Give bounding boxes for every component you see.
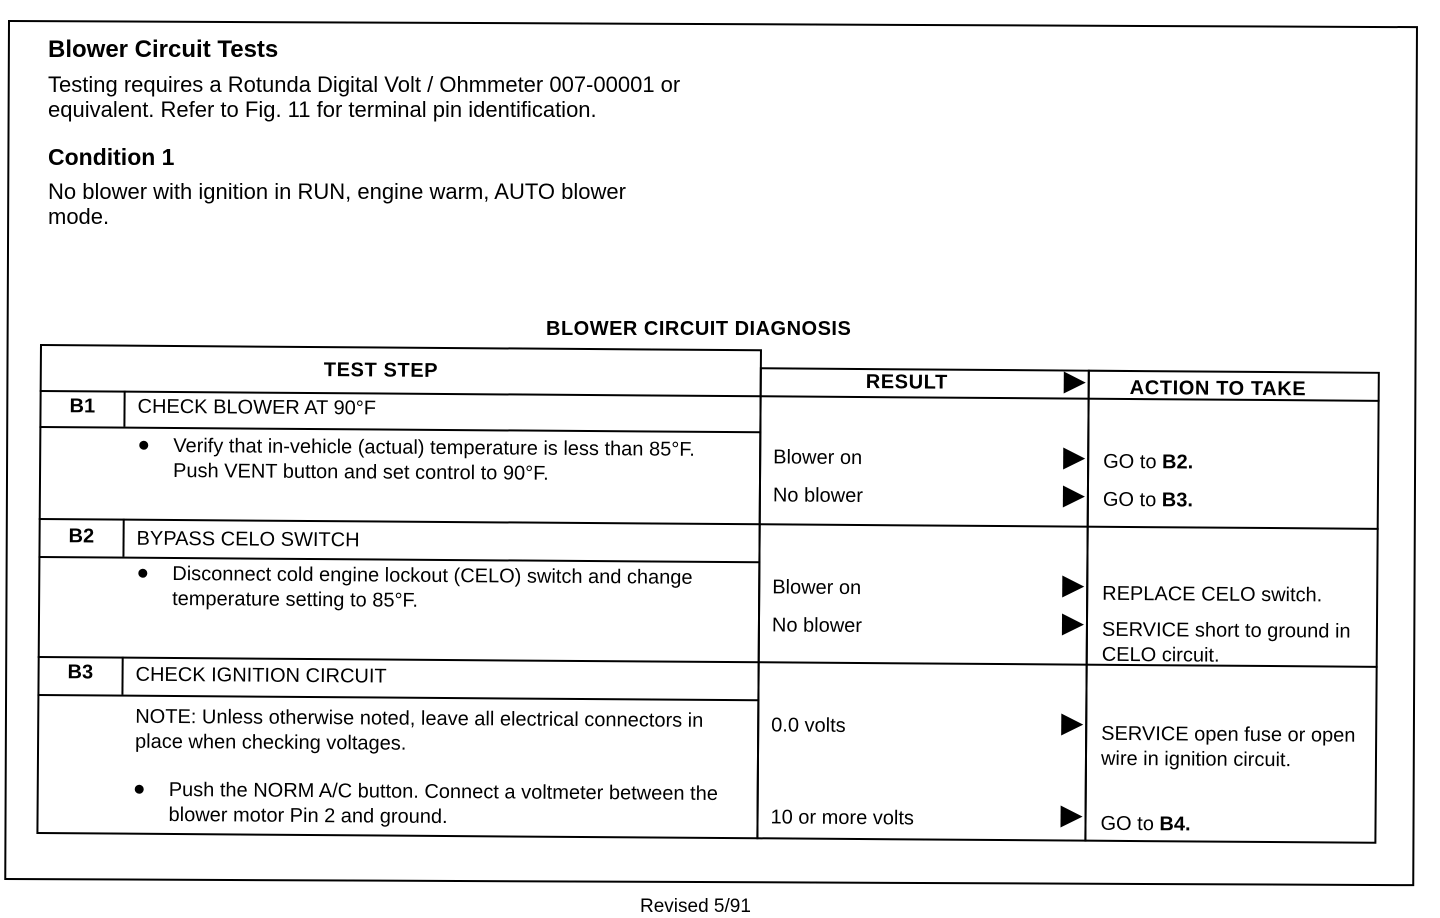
result-b2-2: No blower	[771, 614, 863, 638]
step-bullet-b1: Verify that in-vehicle (actual) temperature is less than 85°F. Push VENT button and set control to 90°F.	[172, 434, 695, 485]
bullet-icon	[138, 569, 147, 578]
step-heading-b2: BYPASS CELO SWITCH	[136, 527, 360, 552]
step-bullet-b2: Disconnect cold engine lockout (CELO) switch and change temperature setting to 85°F.	[172, 562, 693, 612]
result-b1-2: No blower	[772, 484, 864, 508]
header-arrow-icon	[1064, 372, 1086, 394]
condition-title: Condition 1	[48, 144, 175, 170]
action-b3-2: GO to B4.	[1100, 812, 1191, 836]
result-column	[756, 367, 1089, 841]
action-b1-1: GO to B2.	[1103, 450, 1194, 474]
revision-footer: Revised 5/91	[640, 896, 751, 917]
header-action: ACTION TO TAKE	[1129, 376, 1307, 401]
step-note-b3: NOTE: Unless otherwise noted, leave all electrical connectors in place when checking voltages.	[135, 705, 704, 755]
condition-text: No blower with ignition in RUN, engine warm, AUTO blower mode.	[48, 179, 626, 229]
result-b3-2: 10 or more volts	[770, 806, 915, 830]
step-id-b2: B2	[68, 525, 95, 548]
action-b2-2: SERVICE short to ground in CELO circuit.	[1101, 618, 1351, 667]
result-b1-1: Blower on	[773, 446, 863, 470]
result-arrow-icon	[1061, 713, 1083, 735]
page-title: Blower Circuit Tests	[48, 36, 279, 63]
action-b1-2: GO to B3.	[1102, 488, 1193, 512]
result-arrow-icon	[1062, 613, 1084, 635]
b1-id-divider	[123, 391, 125, 427]
step-heading-b1: CHECK BLOWER AT 90°F	[137, 395, 377, 420]
diagnosis-table	[36, 344, 1380, 854]
step-id-b3: B3	[67, 661, 94, 684]
result-b2-1: Blower on	[772, 576, 862, 600]
result-arrow-icon	[1060, 805, 1082, 827]
action-b2-1: REPLACE CELO switch.	[1102, 582, 1323, 607]
result-arrow-icon	[1063, 448, 1085, 470]
intro-paragraph: Testing requires a Rotunda Digital Volt / Ohmmeter 007-00001 or equivalent. Refer to Fig. 11 for terminal pin identification.	[48, 72, 681, 122]
result-arrow-icon	[1062, 576, 1084, 598]
diagnosis-title: BLOWER CIRCUIT DIAGNOSIS	[546, 318, 852, 340]
bullet-icon	[139, 441, 148, 450]
step-heading-b3: CHECK IGNITION CIRCUIT	[135, 663, 387, 688]
b2-id-divider	[122, 519, 124, 557]
b3-id-divider	[121, 657, 123, 695]
action-b3-1: SERVICE open fuse or open wire in ignition circuit.	[1100, 722, 1356, 772]
result-b3-1: 0.0 volts	[771, 714, 846, 737]
bullet-icon	[135, 785, 144, 794]
step-bullet-b3: Push the NORM A/C button. Connect a voltmeter between the blower motor Pin 2 and ground.	[168, 778, 718, 829]
document-header	[48, 36, 728, 229]
header-result: RESULT	[865, 371, 948, 394]
result-arrow-icon	[1063, 486, 1085, 508]
step-id-b1: B1	[69, 395, 96, 418]
header-test-step: TEST STEP	[323, 359, 439, 382]
